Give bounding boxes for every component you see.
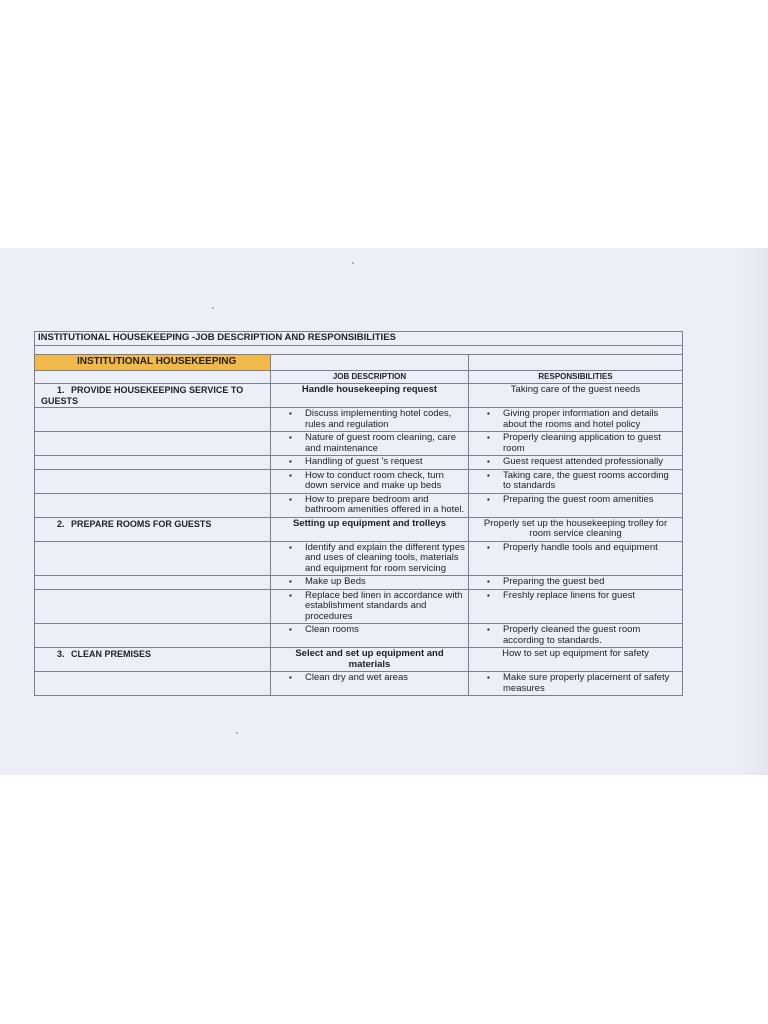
responsibility-item-text: Freshly replace linens for guest <box>503 589 636 601</box>
bullet-marker: ▪ <box>289 625 292 634</box>
section-row <box>35 648 683 672</box>
responsibility-item <box>469 469 683 493</box>
responsibility-item <box>469 576 683 590</box>
section-row <box>35 517 683 541</box>
bullet-marker: ▪ <box>289 577 292 586</box>
job-item-text: How to prepare bedroom and bathroom amenities offered in a hotel. <box>305 493 465 515</box>
bullet-marker: ▪ <box>487 433 490 442</box>
job-item <box>271 408 469 432</box>
spacer-cell <box>35 346 683 355</box>
bullet-marker: ▪ <box>487 494 490 504</box>
section-label: CLEAN PREMISES <box>71 649 152 659</box>
bullet-marker: ▪ <box>289 542 292 552</box>
table-row <box>35 493 683 517</box>
table-row <box>35 576 683 590</box>
responsibilities-header: RESPONSIBILITIES <box>469 370 683 384</box>
job-item <box>271 456 469 470</box>
scan-speck <box>212 307 214 309</box>
bullet-marker: ▪ <box>289 673 292 682</box>
job-heading: Handle housekeeping request <box>271 384 469 408</box>
section-label-cell <box>35 384 271 408</box>
section-header-row <box>35 355 683 371</box>
section-label-cell <box>35 517 271 541</box>
responsibility-item-text: Preparing the guest bed <box>503 576 605 587</box>
section-row <box>35 384 683 408</box>
section-header: INSTITUTIONAL HOUSEKEEPING <box>35 355 271 371</box>
responsibility-item-text: Properly handle tools and equipment <box>503 541 658 553</box>
responsibility-item-text: Guest request attended professionally <box>503 456 664 467</box>
empty-cell <box>271 355 469 371</box>
housekeeping-table <box>34 331 683 696</box>
column-header-row <box>35 370 683 384</box>
job-item-text: Identify and explain the different types and uses of cleaning tools, materials and equipment for room servicing <box>305 541 465 574</box>
responsibility-item <box>469 624 683 648</box>
job-item <box>271 432 469 456</box>
bullet-marker: ▪ <box>289 590 292 600</box>
job-item <box>271 541 469 576</box>
bullet-marker: ▪ <box>487 577 490 586</box>
job-item-text: Make up Beds <box>305 576 366 587</box>
responsibility-heading: Taking care of the guest needs <box>469 384 683 408</box>
spacer-row <box>35 346 683 355</box>
job-item-text: How to conduct room check, turn down service and make up beds <box>305 469 444 491</box>
job-item-text: Discuss implementing hotel codes, rules and regulation <box>305 408 452 430</box>
responsibility-item-text: Properly cleaning application to guest room <box>503 432 661 454</box>
responsibility-item <box>469 493 683 517</box>
job-item-text: Replace bed linen in accordance with establishment standards and procedures <box>305 589 463 622</box>
job-item-text: Clean dry and wet areas <box>305 672 408 683</box>
bullet-marker: ▪ <box>487 542 490 552</box>
job-description-header: JOB DESCRIPTION <box>271 370 469 384</box>
responsibility-item <box>469 589 683 624</box>
section-label: PROVIDE HOUSEKEEPING SERVICE TO GUESTS <box>41 385 244 406</box>
responsibility-item-text: Preparing the guest room amenities <box>503 493 654 505</box>
job-item <box>271 576 469 590</box>
job-item-text: Nature of guest room cleaning, care and maintenance <box>305 432 457 454</box>
job-heading: Select and set up equipment and materials <box>271 648 469 672</box>
table-row <box>35 408 683 432</box>
responsibility-heading: How to set up equipment for safety <box>469 648 683 672</box>
empty-cell <box>35 456 271 470</box>
bullet-marker: ▪ <box>289 470 292 480</box>
responsibility-item-text: Properly cleaned the guest room according to standards. <box>503 624 641 646</box>
responsibility-item-text: Taking care, the guest rooms according to standards <box>503 469 669 491</box>
job-item <box>271 589 469 624</box>
bullet-marker: ▪ <box>487 470 490 480</box>
empty-cell <box>35 432 271 456</box>
bullet-marker: ▪ <box>289 457 292 466</box>
bullet-marker: ▪ <box>289 409 292 418</box>
responsibility-item <box>469 672 683 696</box>
job-heading: Setting up equipment and trolleys <box>271 517 469 541</box>
job-item <box>271 493 469 517</box>
document-title: INSTITUTIONAL HOUSEKEEPING -JOB DESCRIPTION AND RESPONSIBILITIES <box>35 332 683 346</box>
job-item-text: Handling of guest 's request <box>305 456 423 467</box>
empty-cell <box>35 624 271 648</box>
empty-cell <box>35 493 271 517</box>
table-row <box>35 624 683 648</box>
table-row <box>35 469 683 493</box>
table-row <box>35 589 683 624</box>
section-label: PREPARE ROOMS FOR GUESTS <box>71 518 212 529</box>
responsibility-item <box>469 408 683 432</box>
responsibility-item <box>469 456 683 470</box>
bullet-marker: ▪ <box>487 625 490 634</box>
bullet-marker: ▪ <box>289 433 292 442</box>
empty-cell <box>35 576 271 590</box>
scan-speck <box>352 262 354 264</box>
responsibility-item <box>469 541 683 576</box>
job-item <box>271 469 469 493</box>
bullet-marker: ▪ <box>487 590 490 600</box>
section-number: 2. <box>57 518 65 529</box>
table-row <box>35 432 683 456</box>
empty-cell <box>469 355 683 371</box>
section-label-cell <box>35 648 271 672</box>
bullet-marker: ▪ <box>487 673 490 682</box>
empty-cell <box>35 589 271 624</box>
empty-cell <box>35 672 271 696</box>
empty-cell <box>35 541 271 576</box>
section-number: 3. <box>57 649 65 659</box>
bullet-marker: ▪ <box>289 494 292 504</box>
title-row <box>35 332 683 346</box>
empty-cell <box>35 469 271 493</box>
table-row <box>35 541 683 576</box>
empty-cell <box>35 408 271 432</box>
responsibility-item-text: Giving proper information and details about the rooms and hotel policy <box>503 408 659 430</box>
section-number: 1. <box>57 385 65 395</box>
responsibility-item <box>469 432 683 456</box>
table-row <box>35 456 683 470</box>
scan-speck <box>236 732 238 734</box>
empty-cell <box>35 370 271 384</box>
job-item <box>271 624 469 648</box>
paper-edge-shadow <box>738 248 768 775</box>
job-item <box>271 672 469 696</box>
responsibility-heading: Properly set up the housekeeping trolley for room service cleaning <box>469 517 683 541</box>
bullet-marker: ▪ <box>487 409 490 418</box>
responsibility-item-text: Make sure properly placement of safety measures <box>503 672 670 694</box>
table-row <box>35 672 683 696</box>
bullet-marker: ▪ <box>487 457 490 466</box>
job-item-text: Clean rooms <box>305 624 359 635</box>
